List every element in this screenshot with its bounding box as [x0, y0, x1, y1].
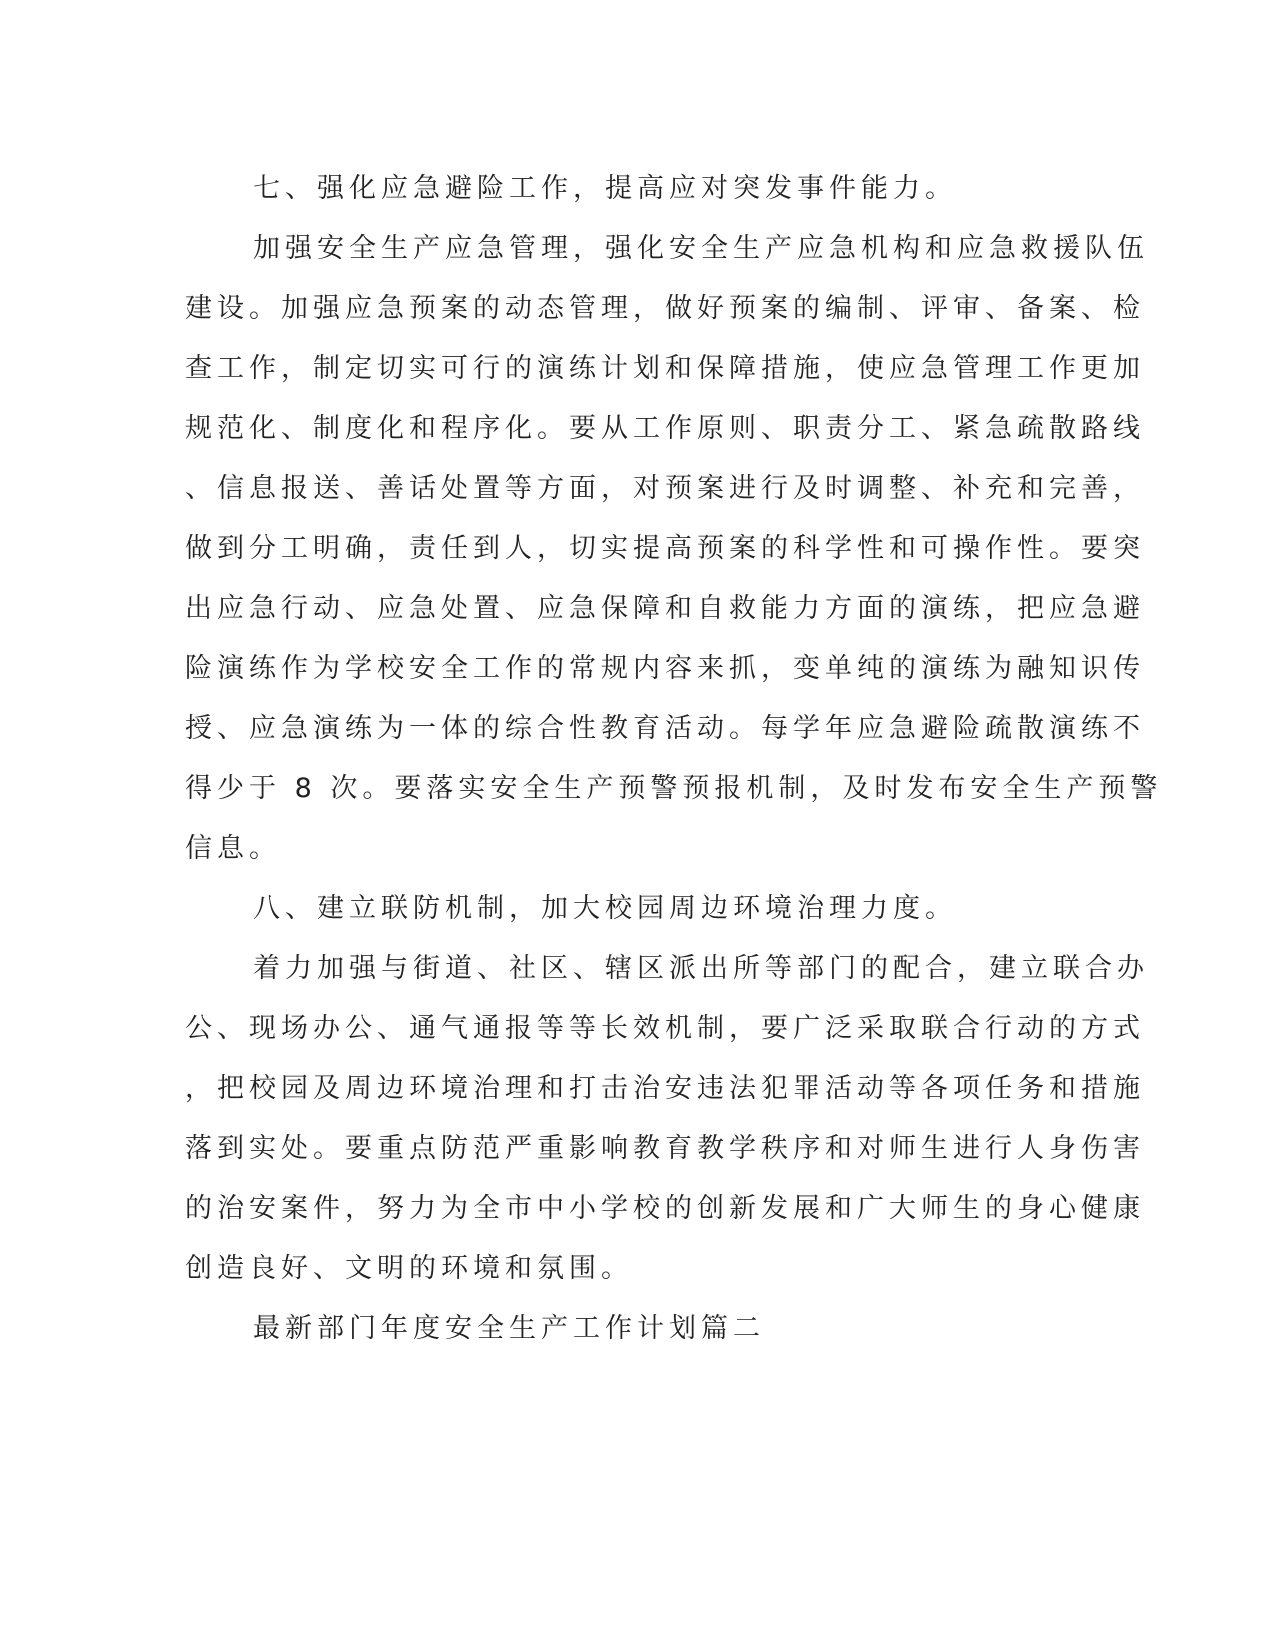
- paragraph-line: 的治安案件，努力为全市中小学校的创新发展和广大师生的身心健康: [185, 1193, 1145, 1224]
- paragraph-line: 规范化、制度化和程序化。要从工作原则、职责分工、紧急疏散路线: [185, 413, 1145, 444]
- paragraph-line: 、信息报送、善话处置等方面，对预案进行及时调整、补充和完善，: [185, 473, 1145, 504]
- paragraph-line: 得少于 8 次。要落实安全生产预警预报机制，及时发布安全生产预警: [185, 773, 1163, 804]
- paragraph-line: 做到分工明确，责任到人，切实提高预案的科学性和可操作性。要突: [185, 533, 1145, 564]
- paragraph-line: 创造良好、文明的环境和氛围。: [185, 1253, 633, 1284]
- paragraph-line: 公、现场办公、通气通报等等长效机制，要广泛采取联合行动的方式: [185, 1013, 1145, 1044]
- paragraph-line: 险演练作为学校安全工作的常规内容来抓，变单纯的演练为融知识传: [185, 653, 1145, 684]
- paragraph-line: 着力加强与街道、社区、辖区派出所等部门的配合，建立联合办: [253, 953, 1149, 984]
- paragraph-line: ，把校园及周边环境治理和打击治安违法犯罪活动等各项任务和措施: [185, 1073, 1145, 1104]
- document-body: [185, 159, 1163, 1359]
- document-section-title: 最新部门年度安全生产工作计划篇二: [253, 1313, 765, 1344]
- section-heading-7: 七、强化应急避险工作，提高应对突发事件能力。: [253, 173, 957, 204]
- paragraph-line: 出应急行动、应急处置、应急保障和自救能力方面的演练，把应急避: [185, 593, 1145, 624]
- paragraph-line: 授、应急演练为一体的综合性教育活动。每学年应急避险疏散演练不: [185, 713, 1145, 744]
- paragraph-line: 信息。: [185, 833, 281, 864]
- section-heading-8: 八、建立联防机制，加大校园周边环境治理力度。: [253, 893, 957, 924]
- paragraph-line: 查工作，制定切实可行的演练计划和保障措施，使应急管理工作更加: [185, 353, 1145, 384]
- paragraph-line: 落到实处。要重点防范严重影响教育教学秩序和对师生进行人身伤害: [185, 1133, 1145, 1164]
- paragraph-line: 加强安全生产应急管理，强化安全生产应急机构和应急救援队伍: [253, 233, 1149, 264]
- paragraph-line: 建设。加强应急预案的动态管理，做好预案的编制、评审、备案、检: [185, 293, 1145, 324]
